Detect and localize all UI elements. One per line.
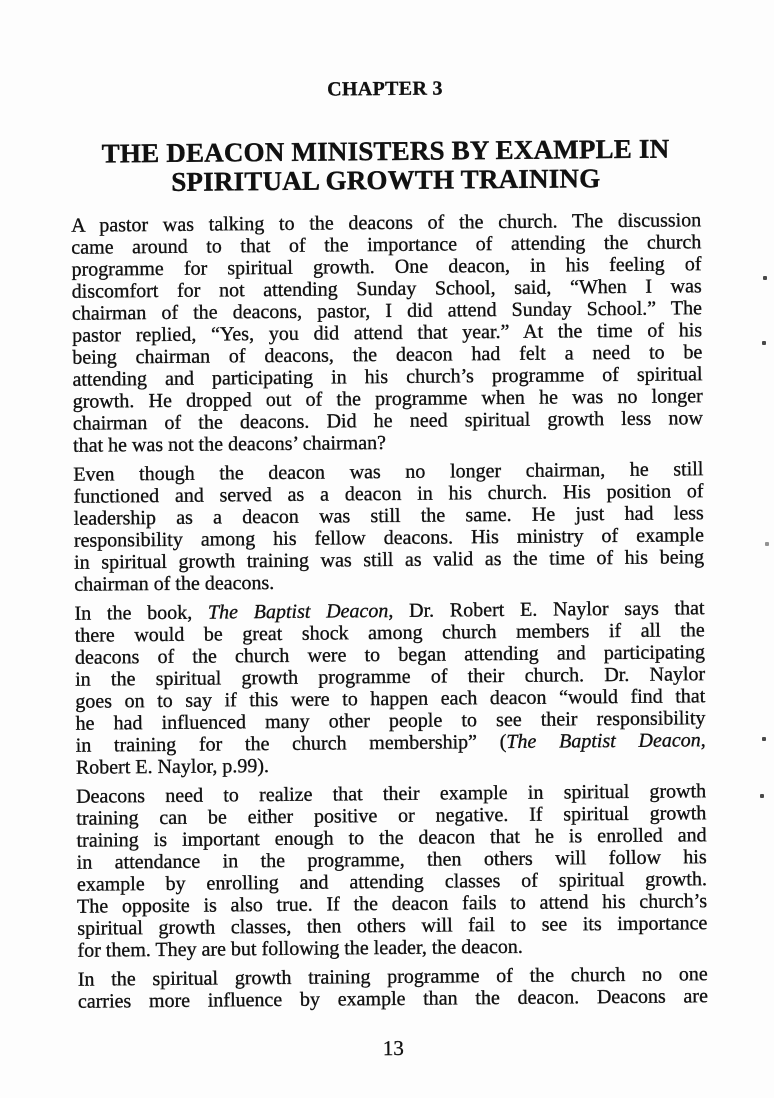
text-segment: spiritual growth classes, then others will fail to see its importance bbox=[77, 912, 708, 940]
text-segment: In the spiritual growth training programme of the church no one bbox=[77, 963, 708, 991]
text-segment: chairman of the deacons, pastor, I did attend Sunday School.” The bbox=[71, 297, 703, 325]
book-title-italic: The Baptist Deacon bbox=[207, 599, 389, 624]
text-segment: chairman of the deacons. bbox=[74, 571, 275, 596]
text-segment: Robert E. Naylor, p.99). bbox=[75, 755, 270, 779]
text-segment: in attendance in the programme, then others will follow his bbox=[76, 846, 707, 874]
paragraph bbox=[74, 597, 706, 778]
text-segment: example by enrolling and attending classes of spiritual growth. bbox=[76, 868, 708, 896]
page-title-line-1: THE DEACON MINISTERS BY EXAMPLE IN bbox=[101, 133, 670, 169]
text-segment: growth. He dropped out of the programme when he was no longer bbox=[72, 385, 703, 413]
text-segment: for them. They are but following the leader, the deacon. bbox=[77, 935, 523, 962]
text-segment: , bbox=[700, 729, 706, 752]
body-text bbox=[71, 209, 708, 1012]
text-segment: came around to that of the importance of attending the church bbox=[71, 231, 702, 259]
text-segment: attending and participating in his church’s programme of spiritual bbox=[72, 363, 703, 391]
text-segment: In the book, bbox=[74, 601, 209, 625]
book-title-italic: The Baptist Deacon bbox=[506, 729, 701, 753]
paragraph bbox=[71, 209, 703, 456]
text-segment: training can be either positive or negative. If spiritual growth bbox=[76, 802, 707, 830]
text-segment: leadership as a deacon was still the same. He just had less bbox=[73, 502, 704, 530]
page-title-line-2: SPIRITUAL GROWTH TRAINING bbox=[171, 163, 601, 197]
page-number: 13 bbox=[382, 1035, 404, 1061]
text-segment: discomfort for not attending Sunday School, said, “When I was bbox=[71, 275, 702, 303]
text-segment: The opposite is also true. If the deacon fails to attend his church’s bbox=[77, 890, 708, 918]
text-segment: in the spiritual growth programme of their church. Dr. Naylor bbox=[75, 663, 706, 691]
paragraph bbox=[76, 780, 708, 961]
text-segment: he had influenced many other people to see their responsibility bbox=[75, 707, 706, 735]
chapter-heading: CHAPTER 3 bbox=[327, 77, 443, 101]
text-line bbox=[74, 568, 704, 595]
text-segment: programme for spiritual growth. One deacon, in his feeling of bbox=[71, 253, 702, 281]
text-segment: goes on to say if this were to happen each deacon “would find that bbox=[75, 685, 706, 713]
paragraph bbox=[78, 963, 708, 1012]
text-segment: chairman of the deacons. Did he need spiritual growth less now bbox=[72, 407, 703, 435]
text-segment: in training for the church membership” ( bbox=[75, 730, 507, 757]
text-segment: responsibility among his fellow deacons. His ministry of example bbox=[73, 524, 705, 552]
text-segment: training is important enough to the deacon that he is enrolled and bbox=[76, 824, 707, 852]
text-segment: deacons of the church were to began attending and participating bbox=[74, 641, 706, 669]
text-segment: being chairman of deacons, the deacon had felt a need to be bbox=[72, 341, 703, 369]
text-segment: , Dr. Robert E. Naylor says that bbox=[388, 597, 705, 622]
text-segment: pastor replied, “Yes, you did attend that year.” At the time of his bbox=[72, 319, 703, 347]
page-title bbox=[0, 134, 773, 199]
text-segment: functioned and served as a deacon in his church. His position of bbox=[73, 480, 704, 508]
text-segment: Deacons need to realize that their example in spiritual growth bbox=[76, 780, 707, 808]
text-line bbox=[73, 429, 703, 456]
text-segment: that he was not the deacons’ chairman? bbox=[73, 432, 387, 457]
text-line bbox=[76, 751, 706, 778]
text-segment: carries more influence by example than the deacon. Deacons are bbox=[77, 985, 709, 1013]
text-line bbox=[77, 934, 707, 961]
paragraph bbox=[73, 458, 704, 595]
text-segment: in spiritual growth training was still as valid as the time of his being bbox=[74, 546, 705, 574]
text-segment: there would be great shock among church members if all the bbox=[74, 619, 705, 647]
text-segment: A pastor was talking to the deacons of the church. The discussion bbox=[71, 209, 702, 237]
text-segment: Even though the deacon was no longer chairman, he still bbox=[73, 458, 704, 486]
text-line bbox=[78, 985, 708, 1012]
